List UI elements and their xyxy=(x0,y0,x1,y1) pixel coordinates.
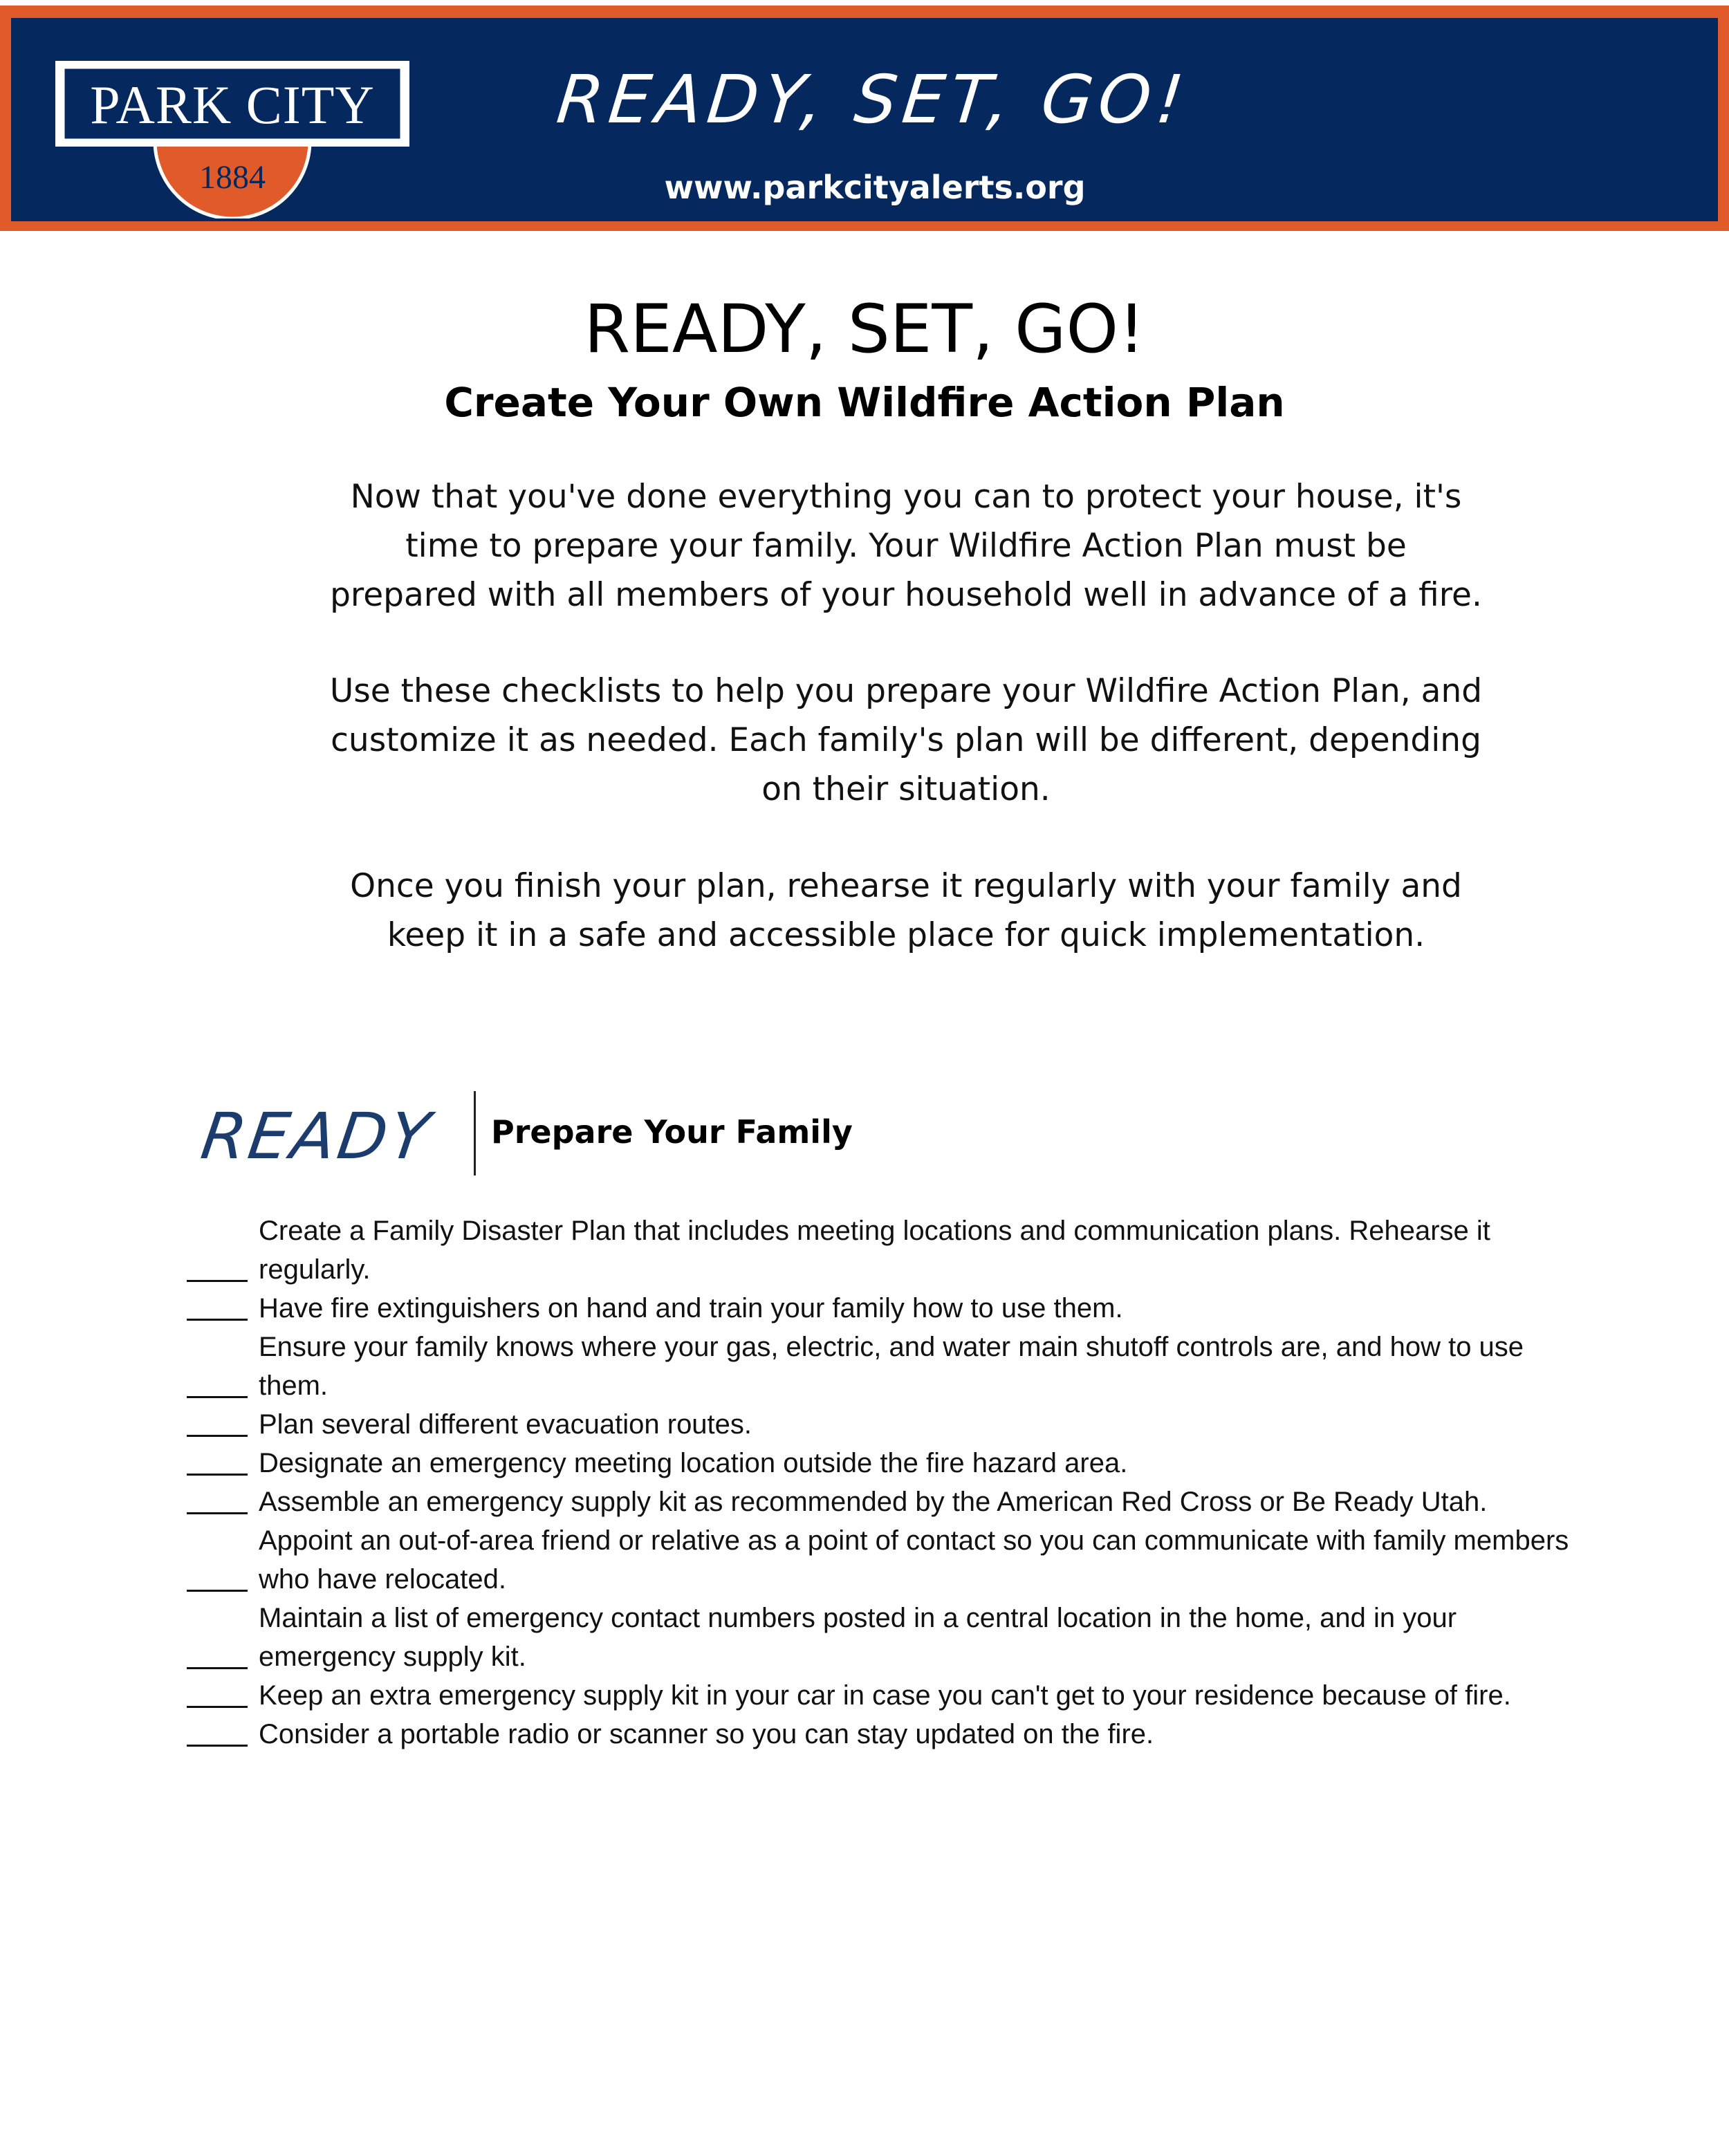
intro-line: customize it as needed. Each family's plan will be different, depending xyxy=(331,721,1481,759)
checklist-item[interactable] xyxy=(187,1676,1570,1715)
intro-line: on their situation. xyxy=(761,770,1051,808)
checklist-item[interactable] xyxy=(187,1599,1570,1676)
check-blank[interactable] xyxy=(187,1396,248,1398)
checklist-item-text: Have fire extinguishers on hand and train your family how to use them. xyxy=(259,1293,1123,1323)
intro-paragraph-1 xyxy=(304,472,1508,620)
checklist-item[interactable] xyxy=(187,1328,1570,1405)
intro-line: Use these checklists to help you prepare your Wildfire Action Plan, and xyxy=(329,672,1483,710)
checklist-item-text: Consider a portable radio or scanner so you can stay updated on the fire. xyxy=(259,1719,1154,1749)
banner-url-link[interactable]: www.parkcityalerts.org xyxy=(664,169,1086,206)
check-blank[interactable] xyxy=(187,1706,248,1708)
checklist-item[interactable] xyxy=(187,1405,1570,1444)
check-blank[interactable] xyxy=(187,1667,248,1669)
logo-name: PARK CITY xyxy=(90,75,375,135)
intro-line: time to prepare your family. Your Wildfire Action Plan must be xyxy=(405,527,1407,565)
checklist-item-text: Assemble an emergency supply kit as recommended by the American Red Cross or Be Ready Utah. xyxy=(259,1487,1488,1517)
checklist-item-text: Plan several different evacuation routes. xyxy=(259,1409,752,1440)
intro-line: prepared with all members of your household well in advance of a fire. xyxy=(330,576,1482,614)
page-subtitle: Create Your Own Wildfire Action Plan xyxy=(444,379,1285,426)
section-heading: Prepare Your Family xyxy=(491,1113,853,1151)
checklist-item[interactable] xyxy=(187,1444,1570,1483)
checklist-item[interactable] xyxy=(187,1715,1570,1754)
checklist-item[interactable] xyxy=(187,1211,1570,1289)
checklist-item-text: Ensure your family knows where your gas, electric, and water main shutoff controls are, and how to use them. xyxy=(259,1332,1524,1401)
intro-paragraph-3 xyxy=(304,862,1508,960)
check-blank[interactable] xyxy=(187,1512,248,1514)
intro-line: Once you finish your plan, rehearse it regularly with your family and xyxy=(350,867,1462,905)
checklist-item-text: Designate an emergency meeting location outside the fire hazard area. xyxy=(259,1448,1128,1478)
check-blank[interactable] xyxy=(187,1745,248,1747)
check-blank[interactable] xyxy=(187,1319,248,1321)
page-title: READY, SET, GO! xyxy=(584,290,1145,368)
checklist-item[interactable] xyxy=(187,1521,1570,1599)
check-blank[interactable] xyxy=(187,1590,248,1592)
checklist-item[interactable] xyxy=(187,1483,1570,1521)
ready-section-word: READY xyxy=(196,1099,437,1173)
intro-paragraph-2 xyxy=(304,667,1508,814)
section-divider xyxy=(474,1091,476,1175)
logo-year: 1884 xyxy=(199,159,266,196)
banner-title: READY, SET, GO! xyxy=(553,61,1193,138)
check-blank[interactable] xyxy=(187,1435,248,1437)
checklist-item-text: Create a Family Disaster Plan that includes meeting locations and communication plans. Rehearse it regularly. xyxy=(259,1216,1490,1285)
header-banner xyxy=(0,6,1729,231)
checklist-item[interactable] xyxy=(187,1289,1570,1328)
check-blank[interactable] xyxy=(187,1280,248,1282)
intro-line: keep it in a safe and accessible place for quick implementation. xyxy=(387,916,1425,954)
checklist-item-text: Maintain a list of emergency contact numbers posted in a central location in the home, and in your emergency supply kit. xyxy=(259,1603,1457,1672)
checklist-item-text: Keep an extra emergency supply kit in your car in case you can't get to your residence because of fire. xyxy=(259,1680,1511,1711)
prepare-family-checklist xyxy=(187,1211,1570,1754)
check-blank[interactable] xyxy=(187,1474,248,1476)
banner-background xyxy=(11,18,1718,221)
intro-line: Now that you've done everything you can to protect your house, it's xyxy=(350,478,1462,516)
checklist-item-text: Appoint an out-of-area friend or relative as a point of contact so you can communicate with family members who have relocated. xyxy=(259,1525,1569,1595)
